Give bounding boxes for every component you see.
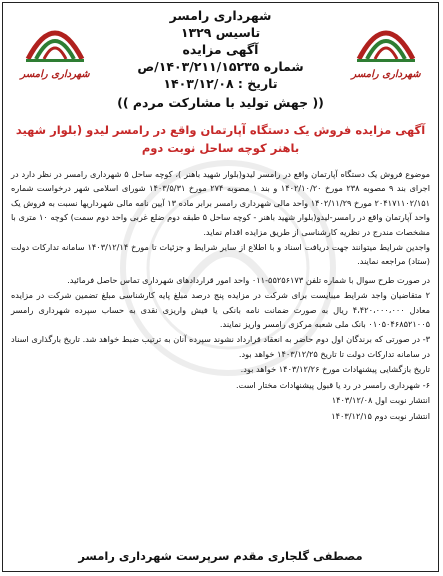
notice-date: تاریخ : ۱۴۰۳/۱۲/۰۸ — [163, 76, 278, 91]
notice-page — [2, 2, 439, 572]
header-text-block — [107, 7, 334, 92]
notice-type: آگهی مزایده — [182, 42, 259, 57]
body-paragraph: ۲ متقاضیان واجد شرایط میبایست برای شرکت در مزایده پنج درصد مبلغ پایه کارشناسی مبلغ تضمین شرکت در مزایده معادل ۴،۴۲۰،۰۰۰،۰۰۰ ریال به صورت ضمانت نامه بانکی یا فیش واریزی نقدی به حساب سپرده شهرداری رامسر ۰۱۰۵۰۴۶۸۵۲۱۰۰۵ بانک ملی شعبه مرکزی رامسر واریز نمایند. — [11, 290, 431, 330]
body-paragraph: ۶- شهرداری رامسر در رد یا قبول پیشنهادات مختار است. — [236, 379, 430, 390]
body-paragraph: موضوع فروش یک دستگاه آپارتمان واقع در رامسر لیدو(بلوار شهید باهنر )، کوچه ساحل ۵ شهرداری رامسر در نظر دارد در اجرای بند ۹ مصوبه ۲۳۸ مورخ ۱۴۰۲/۱۰/۲۰ و بند ۱ مصوبه ۲۷۴ مورخ ۱۴۰۳/۵/۳۱ شورای اسلامی شهر درخواست شماره ۲۰۴۱۷۱۱۰۲/۱۵۱ مورخ ۱۴۰۲/۱۱/۲۹ واحد مالی شهرداری رامسر برابر ماده ۱۳ آیین نامه مالی شهرداریها نسبت به فروش یک واحد آپارتمان واقع در رامسر-لیدو(بلوار شهید باهنر - کوچه ساحل ۵ طبقه دوم ضلع غربی واحد دوم سمت) کوچه ۱۰ متری با مشخصات مندرج در نظریه کارشناسی از طریق مزایده اقدام نماید. — [11, 169, 431, 237]
municipality-logo-right — [340, 9, 432, 87]
municipality-logo-left — [9, 9, 101, 87]
notice-header — [3, 3, 438, 115]
org-name: شهرداری رامسر — [169, 8, 272, 23]
municipality-emblem-icon — [351, 9, 421, 71]
founded-year: تاسیس ۱۳۲۹ — [180, 25, 261, 40]
notice-title: آگهی مزایده فروش یک دستگاه آپارتمان واقع در رامسر لیدو (بلوار شهید باهنر کوچه ساحل نوبت دوم — [15, 123, 426, 155]
municipality-emblem-icon — [20, 9, 90, 71]
notice-number: شماره ۱۴۰۳/۲۱۱/۱۵۲۳۵/ص — [137, 59, 304, 74]
signature-footer: مصطفی گلجاری مقدم سرپرست شهرداری رامسر — [78, 549, 363, 563]
logo-text: شهرداری رامسر — [351, 69, 421, 80]
body-paragraph: ۳- در صورتی که برندگان اول دوم حاضر به انعقاد قرارداد نشوند سپرده آنان به ترتیب ضبط خواهد شد. تاریخ بارگذاری اسناد در سامانه تدارکات دولت تا تاریخ ۱۴۰۳/۱۲/۲۵ خواهد بود. — [11, 334, 430, 359]
slogan: (( جهش تولید با مشارکت مردم )) — [117, 95, 324, 110]
body-paragraph: در صورت طرح سوال با شماره تلفن ۵۵۲۵۶۱۷۳-۰۱۱ واحد امور قراردادهای شهرداری تماس حاصل فرمائید. — [67, 274, 430, 285]
body-paragraph: واجدین شرایط میتوانند جهت دریافت اسناد و با اطلاع از سایر شرایط و جزئیات تا مورخ ۱۴۰۳/۱۲/۱۴ سامانه تدارکات دولت (ستاد) مراجعه نمایند. — [11, 242, 430, 267]
body-paragraph: تاریخ بازگشایی پیشنهادات مورخ ۱۴۰۳/۱۲/۲۶ خواهد بود. — [240, 364, 430, 375]
logo-text: شهرداری رامسر — [20, 69, 90, 80]
notice-body — [11, 167, 430, 423]
publish-second-date: انتشار نوبت دوم ۱۴۰۳/۱۲/۱۵ — [331, 410, 430, 421]
publish-first-date: انتشار نوبت اول ۱۴۰۳/۱۲/۰۸ — [331, 395, 430, 406]
